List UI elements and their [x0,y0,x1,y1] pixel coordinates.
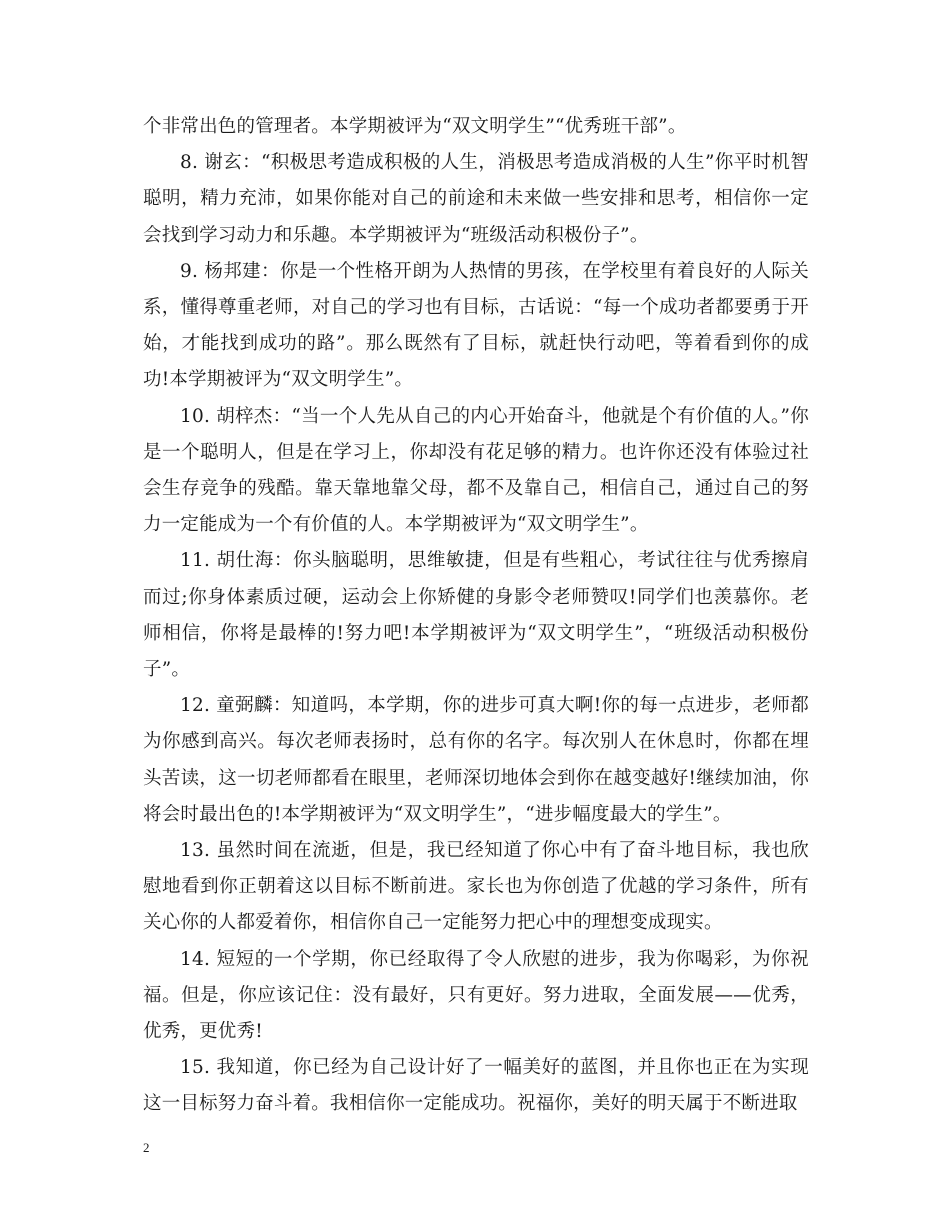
paragraph-comment-8: 8. 谢玄：“积极思考造成积极的人生，消极思考造成消极的人生”你平时机智聪明，精力充沛，如果你能对自己的前途和未来做一些安排和思考，相信你一定会找到学习动力和乐趣。本学期被评为“班级活动积极份子”。 [143,152,809,246]
paragraph-comment-9: 9. 杨邦建：你是一个性格开朗为人热情的男孩，在学校里有着良好的人际关系，懂得尊重老师，对自己的学习也有目标，古话说：“每一个成功者都要勇于开始，才能找到成功的路”。那么既然有了目标，就赶快行动吧，等着看到你的成功!本学期被评为“双文明学生”。 [143,260,809,391]
paragraph-comment-12: 12. 童弼麟：知道吗，本学期，你的进步可真大啊!你的每一点进步，老师都为你感到高兴。每次老师表扬时，总有你的名字。每次别人在休息时，你都在埋头苦读，这一切老师都看在眼里，老师深切地体会到你在越变越好!继续加油，你将会时最出色的!本学期被评为“双文明学生”，“进步幅度最大的学生”。 [143,695,809,825]
paragraph-comment-13: 13. 虽然时间在流逝，但是，我已经知道了你心中有了奋斗地目标，我也欣慰地看到你正朝着这以目标不断前进。家长也为你创造了优越的学习条件，所有关心你的人都爱着你，相信你自己一定能努力把心中的理想变成现实。 [143,840,809,934]
paragraph-continuation: 个非常出色的管理者。本学期被评为“双文明学生”“优秀班干部”。 [143,116,687,137]
paragraph-comment-10: 10. 胡梓杰：“当一个人先从自己的内心开始奋斗，他就是个有价值的人。”你是一个聪明人，但是在学习上，你却没有花足够的精力。也许你还没有体验过社会生存竞争的残酷。靠天靠地靠父母，都不及靠自己，相信自己，通过自己的努力一定能成为一个有价值的人。本学期被评为“双文明学生”。 [143,405,809,536]
page-number: 2 [143,1140,150,1155]
paragraph-comment-14: 14. 短短的一个学期，你已经取得了令人欣慰的进步，我为你喝彩，为你祝福。但是，你应该记住：没有最好，只有更好。努力进取，全面发展——优秀，优秀，更优秀! [143,948,809,1043]
paragraph-comment-15: 15. 我知道，你已经为自己设计好了一幅美好的蓝图，并且你也正在为实现这一目标努力奋斗着。我相信你一定能成功。祝福你，美好的明天属于不断进取 [143,1057,809,1115]
paragraph-comment-11: 11. 胡仕海：你头脑聪明，思维敏捷，但是有些粗心，考试往往与优秀擦肩而过;你身体素质过硬，运动会上你矫健的身影令老师赞叹!同学们也羡慕你。老师相信，你将是最棒的!努力吧!本学期被评为“双文明学生”，“班级活动积极份子”。 [143,550,809,681]
document-body [143,109,809,1123]
